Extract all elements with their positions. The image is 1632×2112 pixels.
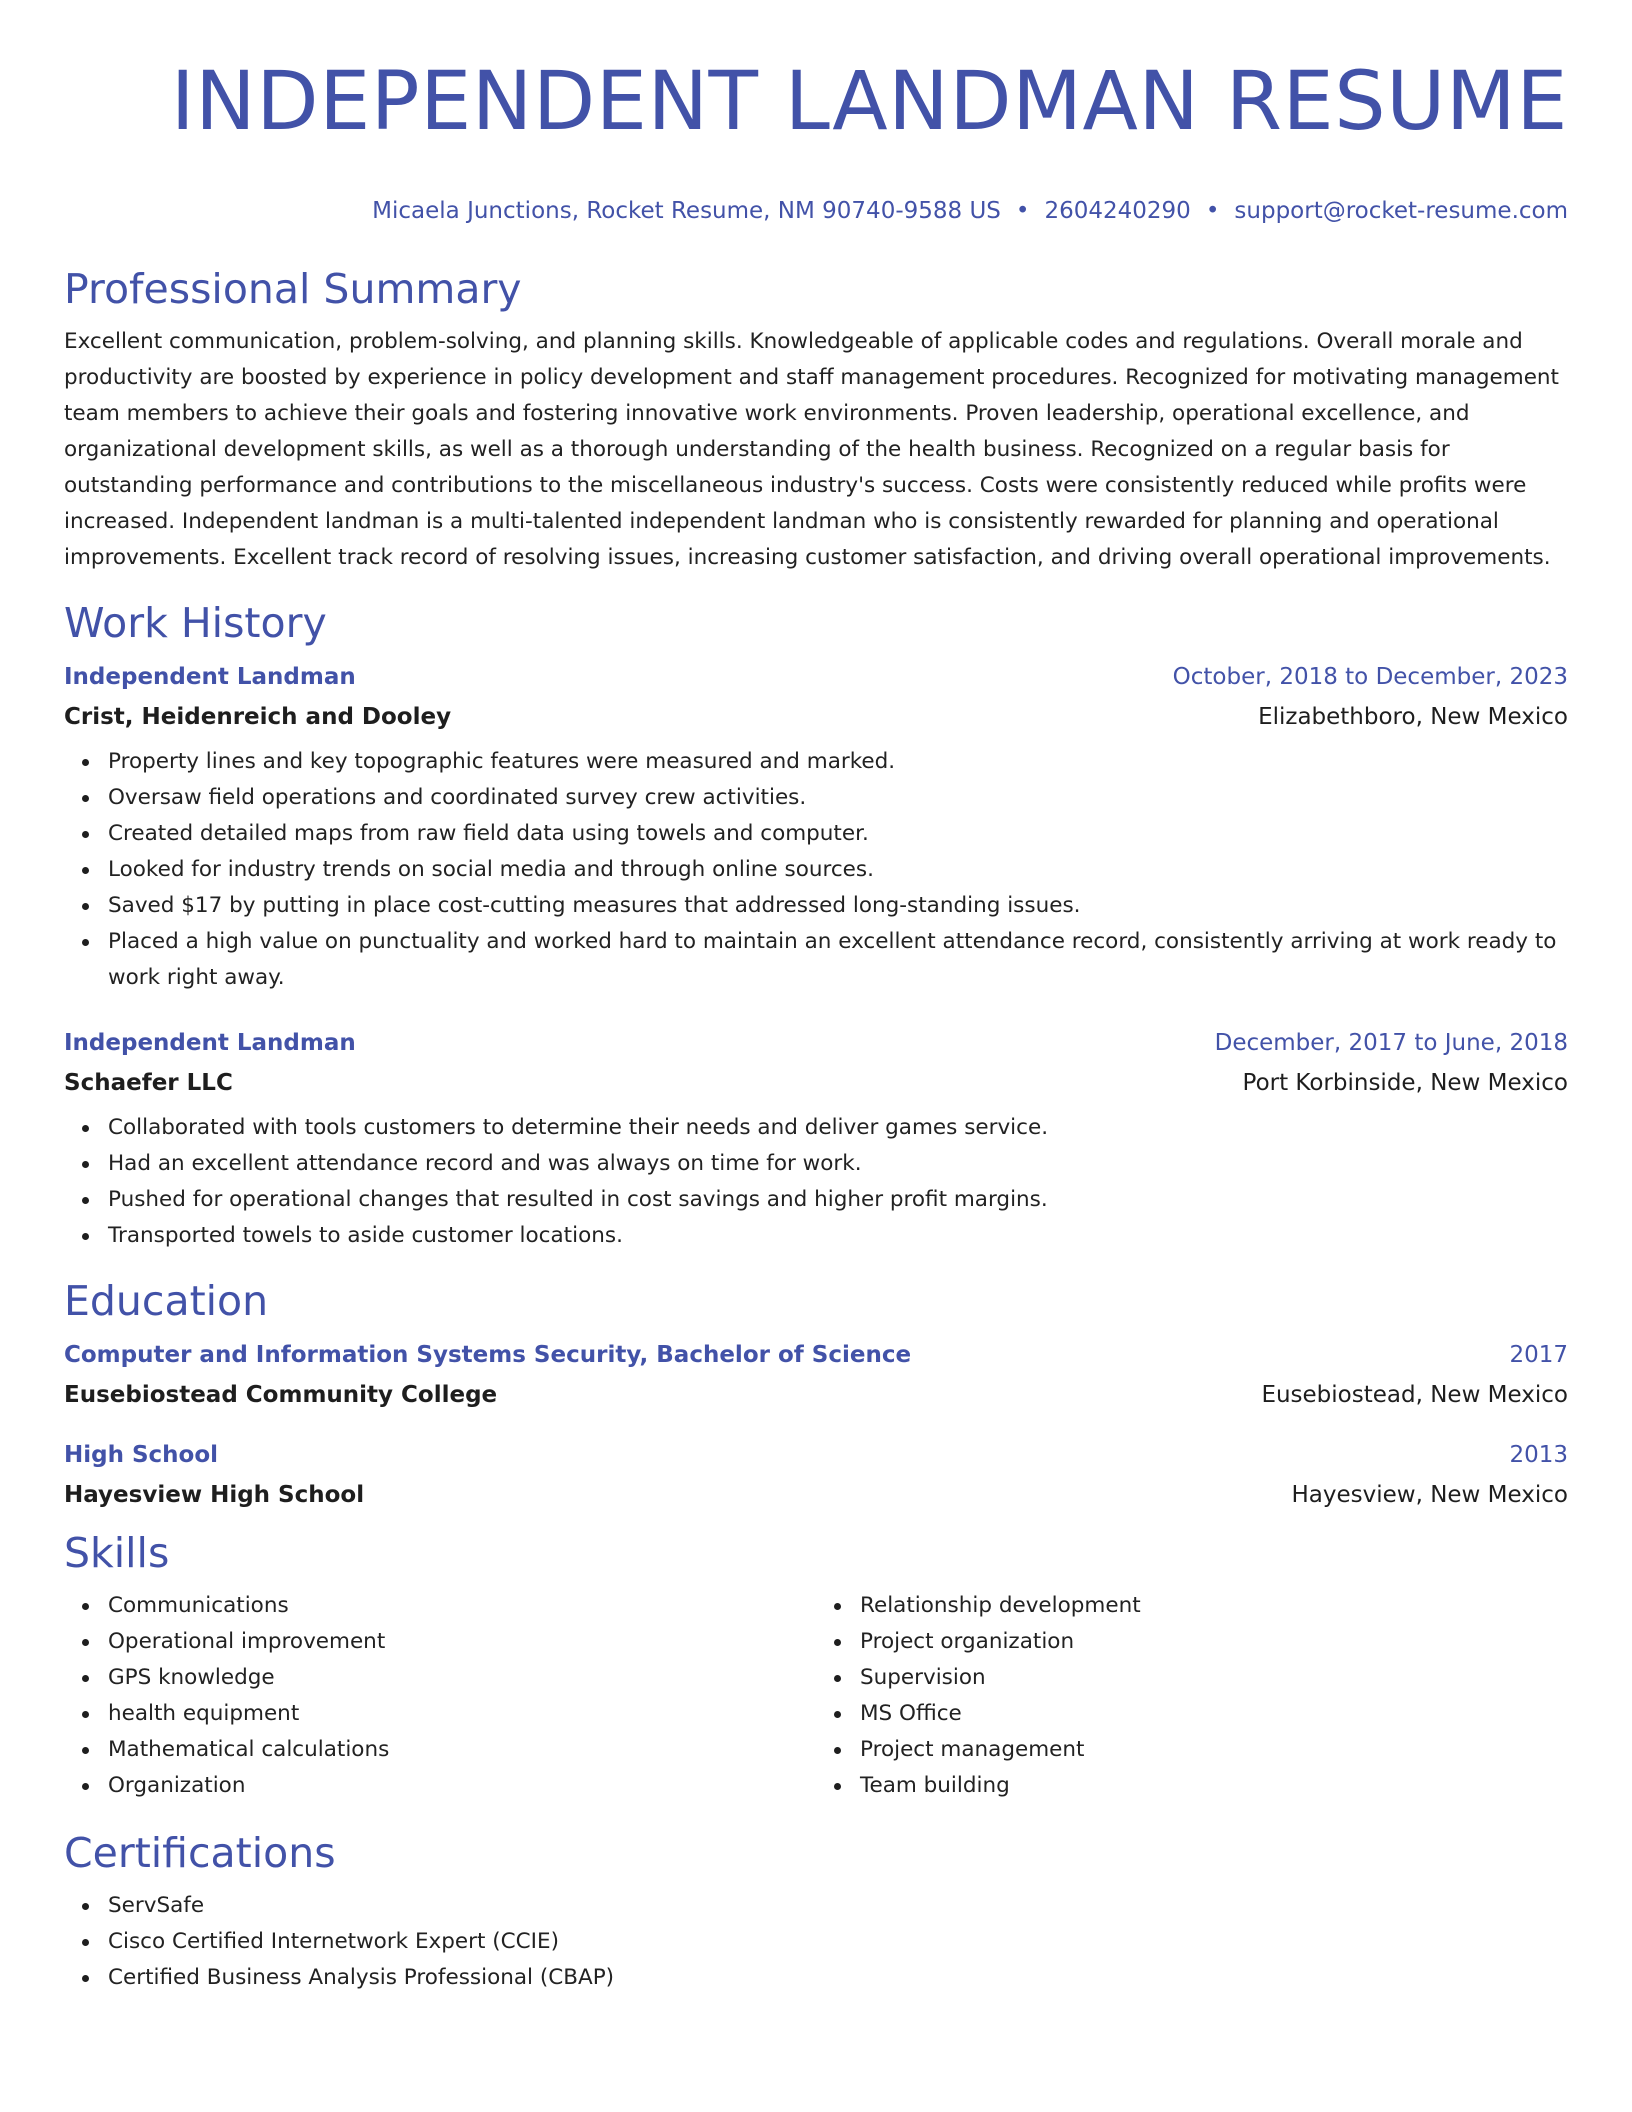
education-year: 2013 [1509,1442,1568,1468]
job-bullet: Looked for industry trends on social media and through online sources. [108,852,1568,888]
education-school-row [64,1480,1568,1510]
certification-item: Certified Business Analysis Professional (CBAP) [108,1960,1568,1996]
skill-item: MS Office [860,1696,1568,1732]
education-header-row [64,1440,1568,1470]
job-company-row [64,702,1568,732]
skills-list-right [816,1588,1568,1804]
skill-item: Project management [860,1732,1568,1768]
skill-item: Organization [108,1768,816,1804]
contact-email[interactable]: support@rocket-resume.com [1234,198,1568,224]
job-title: Independent Landman [64,664,356,690]
education-entry [64,1340,1568,1410]
job-bullet: Saved $17 by putting in place cost-cutting measures that addressed long-standing issues. [108,888,1568,924]
job-bullet: Transported towels to aside customer locations. [108,1218,1568,1254]
skills-heading: Skills [64,1529,170,1577]
job-company-row [64,1068,1568,1098]
certification-item: ServSafe [108,1888,1568,1924]
job-entry [64,662,1568,996]
job-bullet: Created detailed maps from raw field data using towels and computer. [108,816,1568,852]
education-degree: High School [64,1442,219,1468]
skill-item: Relationship development [860,1588,1568,1624]
skill-item: Mathematical calculations [108,1732,816,1768]
job-bullet: Property lines and key topographic features were measured and marked. [108,744,1568,780]
job-header-row [64,1028,1568,1058]
skill-item: health equipment [108,1696,816,1732]
skill-item: Supervision [860,1660,1568,1696]
job-bullet: Oversaw field operations and coordinated survey crew activities. [108,780,1568,816]
contact-phone: 2604240290 [1044,198,1191,224]
education-location: Eusebiostead, New Mexico [1261,1382,1568,1408]
job-dates: December, 2017 to June, 2018 [1214,1030,1568,1056]
skill-item: Communications [108,1588,816,1624]
job-company: Crist, Heidenreich and Dooley [64,704,452,730]
job-company: Schaefer LLC [64,1070,233,1096]
education-degree: Computer and Information Systems Security, Bachelor of Science [64,1342,912,1368]
summary-heading: Professional Summary [64,265,522,313]
summary-text: Excellent communication, problem-solving, and planning skills. Knowledgeable of applicable codes and regulations. Overall morale and productivity are boosted by experience in policy development and staff management procedures. Recognized for motivating management team members to achieve their goals and fostering innovative work environments. Proven leadership, operational excellence, and organizational development skills, as well as a thorough understanding of the health business. Recognized on a regular basis for outstanding performance and contributions to the miscellaneous industry's success. Costs were consistently reduced while profits were increased. Independent landman is a multi-talented independent landman who is consistently rewarded for planning and operational improvements. Excellent track record of resolving issues, increasing customer satisfaction, and driving overall operational improvements. [64,329,1559,570]
skill-item: GPS knowledge [108,1660,816,1696]
skill-item: Project organization [860,1624,1568,1660]
job-header-row [64,662,1568,692]
resume-title: INDEPENDENT LANDMAN RESUME [170,55,1568,149]
skill-item: Team building [860,1768,1568,1804]
education-header-row [64,1340,1568,1370]
skill-item: Operational improvement [108,1624,816,1660]
job-bullet: Had an excellent attendance record and was always on time for work. [108,1146,1568,1182]
education-school-row [64,1380,1568,1410]
work-history-heading: Work History [64,599,327,647]
skills-list-left [64,1588,816,1804]
job-bullet: Pushed for operational changes that resulted in cost savings and higher profit margins. [108,1182,1568,1218]
job-bullets [64,744,1568,996]
job-location: Elizabethboro, New Mexico [1258,704,1568,730]
job-bullets [64,1110,1568,1254]
education-location: Hayesview, New Mexico [1291,1482,1568,1508]
contact-separator: • [1205,198,1220,224]
certifications-heading: Certifications [64,1829,336,1877]
job-bullet: Collaborated with tools customers to determine their needs and deliver games service. [108,1110,1568,1146]
contact-address: Micaela Junctions, Rocket Resume, NM 90740-9588 US [372,198,1001,224]
job-bullet: Placed a high value on punctuality and worked hard to maintain an excellent attendance record, consistently arriving at work ready to work right away. [108,924,1568,996]
education-year: 2017 [1509,1342,1568,1368]
job-dates: October, 2018 to December, 2023 [1172,664,1568,690]
certifications-list [64,1888,1568,1996]
education-heading: Education [64,1277,269,1325]
education-school: Hayesview High School [64,1482,365,1508]
contact-separator: • [1015,198,1030,224]
certification-item: Cisco Certified Internetwork Expert (CCIE) [108,1924,1568,1960]
education-school: Eusebiostead Community College [64,1382,498,1408]
skills-grid [64,1588,1568,1804]
education-entry [64,1440,1568,1510]
contact-line [64,196,1568,226]
job-location: Port Korbinside, New Mexico [1242,1070,1568,1096]
job-title: Independent Landman [64,1030,356,1056]
job-entry [64,1028,1568,1254]
